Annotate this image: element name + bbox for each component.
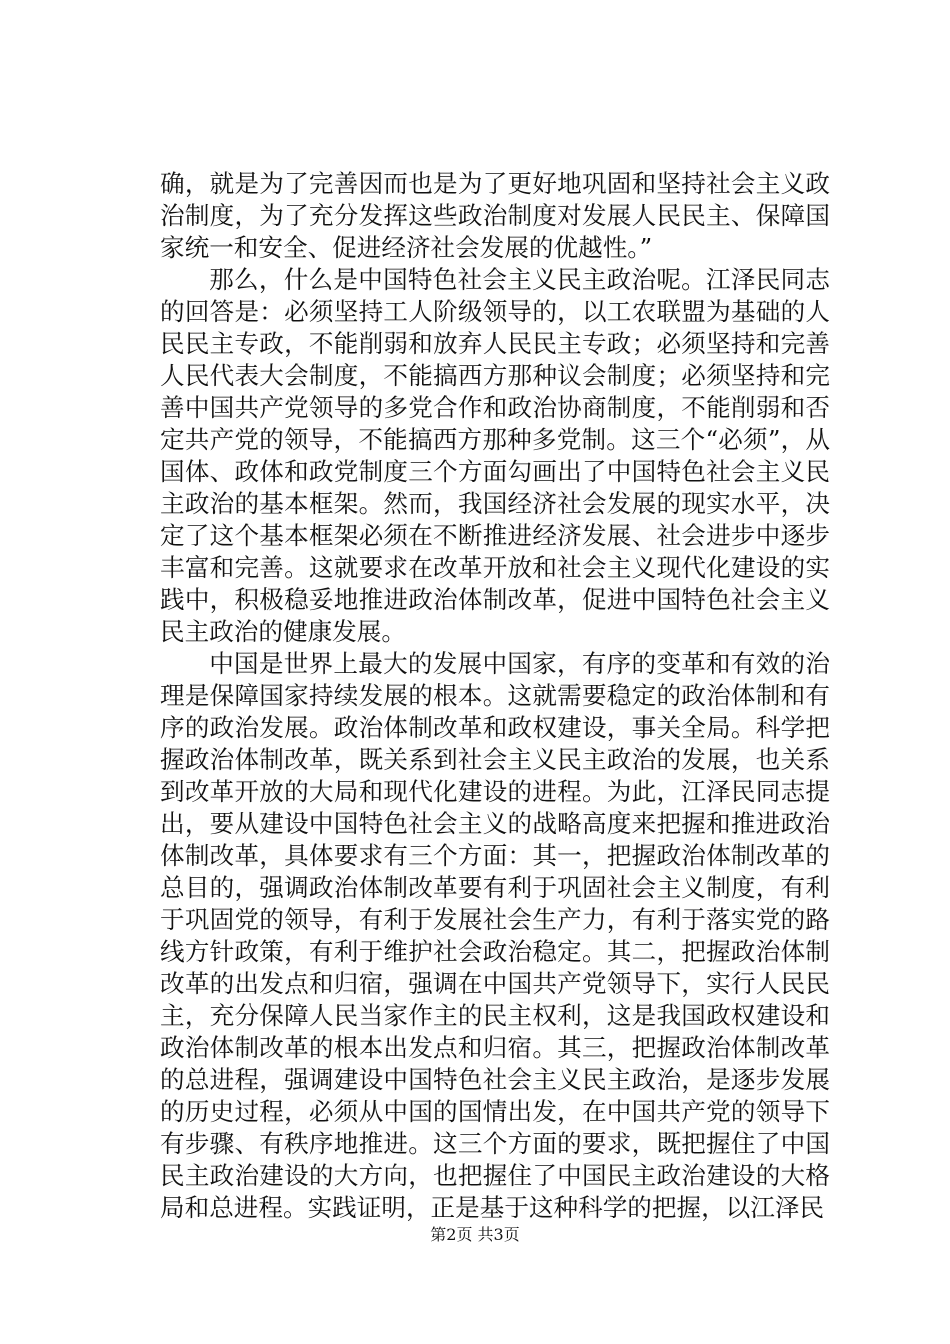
paragraph-1: 确，就是为了完善因而也是为了更好地巩固和坚持社会主义政治制度，为了充分发挥这些政治制度对发展人民民主、保障国家统一和安全、促进经济社会发展的优越性。” <box>160 169 830 262</box>
document-body <box>160 168 830 1224</box>
paragraph-3: 中国是世界上最大的发展中国家，有序的变革和有效的治理是保障国家持续发展的根本。这就需要稳定的政治体制和有序的政治发展。政治体制改革和政权建设，事关全局。科学把握政治体制改革，既关系到社会主义民主政治的发展，也关系到改革开放的大局和现代化建设的进程。为此，江泽民同志提出，要从建设中国特色社会主义的战略高度来把握和推进政治体制改革，具体要求有三个方面：其一，把握政治体制改革的总目的，强调政治体制改革要有利于巩固社会主义制度，有利于巩固党的领导，有利于发展社会生产力，有利于落实党的路线方针政策，有利于维护社会政治稳定。其二，把握政治体制改革的出发点和归宿，强调在中国共产党领导下，实行人民民主，充分保障人民当家作主的民主权利，这是我国政权建设和政治体制改革的根本出发点和归宿。其三，把握政治体制改革的总进程，强调建设中国特色社会主义民主政治，是逐步发展的历史过程，必须从中国的国情出发，在中国共产党的领导下有步骤、有秩序地推进。这三个方面的要求，既把握住了中国民主政治建设的大方向，也把握住了中国民主政治建设的大格局和总进程。实践证明，正是基于这种科学的把握，以江泽民 <box>160 649 830 1222</box>
page-footer: 第2页 共3页 <box>430 1225 520 1244</box>
paragraph-2: 那么，什么是中国特色社会主义民主政治呢。江泽民同志的回答是：必须坚持工人阶级领导的，以工农联盟为基础的人民民主专政，不能削弱和放弃人民民主专政；必须坚持和完善人民代表大会制度，不能搞西方那种议会制度；必须坚持和完善中国共产党领导的多党合作和政治协商制度，不能削弱和否定共产党的领导，不能搞西方那种多党制。这三个“必须”，从国体、政体和政党制度三个方面勾画出了中国特色社会主义民主政治的基本框架。然而，我国经济社会发展的现实水平，决定了这个基本框架必须在不断推进经济发展、社会进步中逐步丰富和完善。这就要求在改革开放和社会主义现代化建设的实践中，积极稳妥地推进政治体制改革，促进中国特色社会主义民主政治的健康发展。 <box>160 265 830 646</box>
